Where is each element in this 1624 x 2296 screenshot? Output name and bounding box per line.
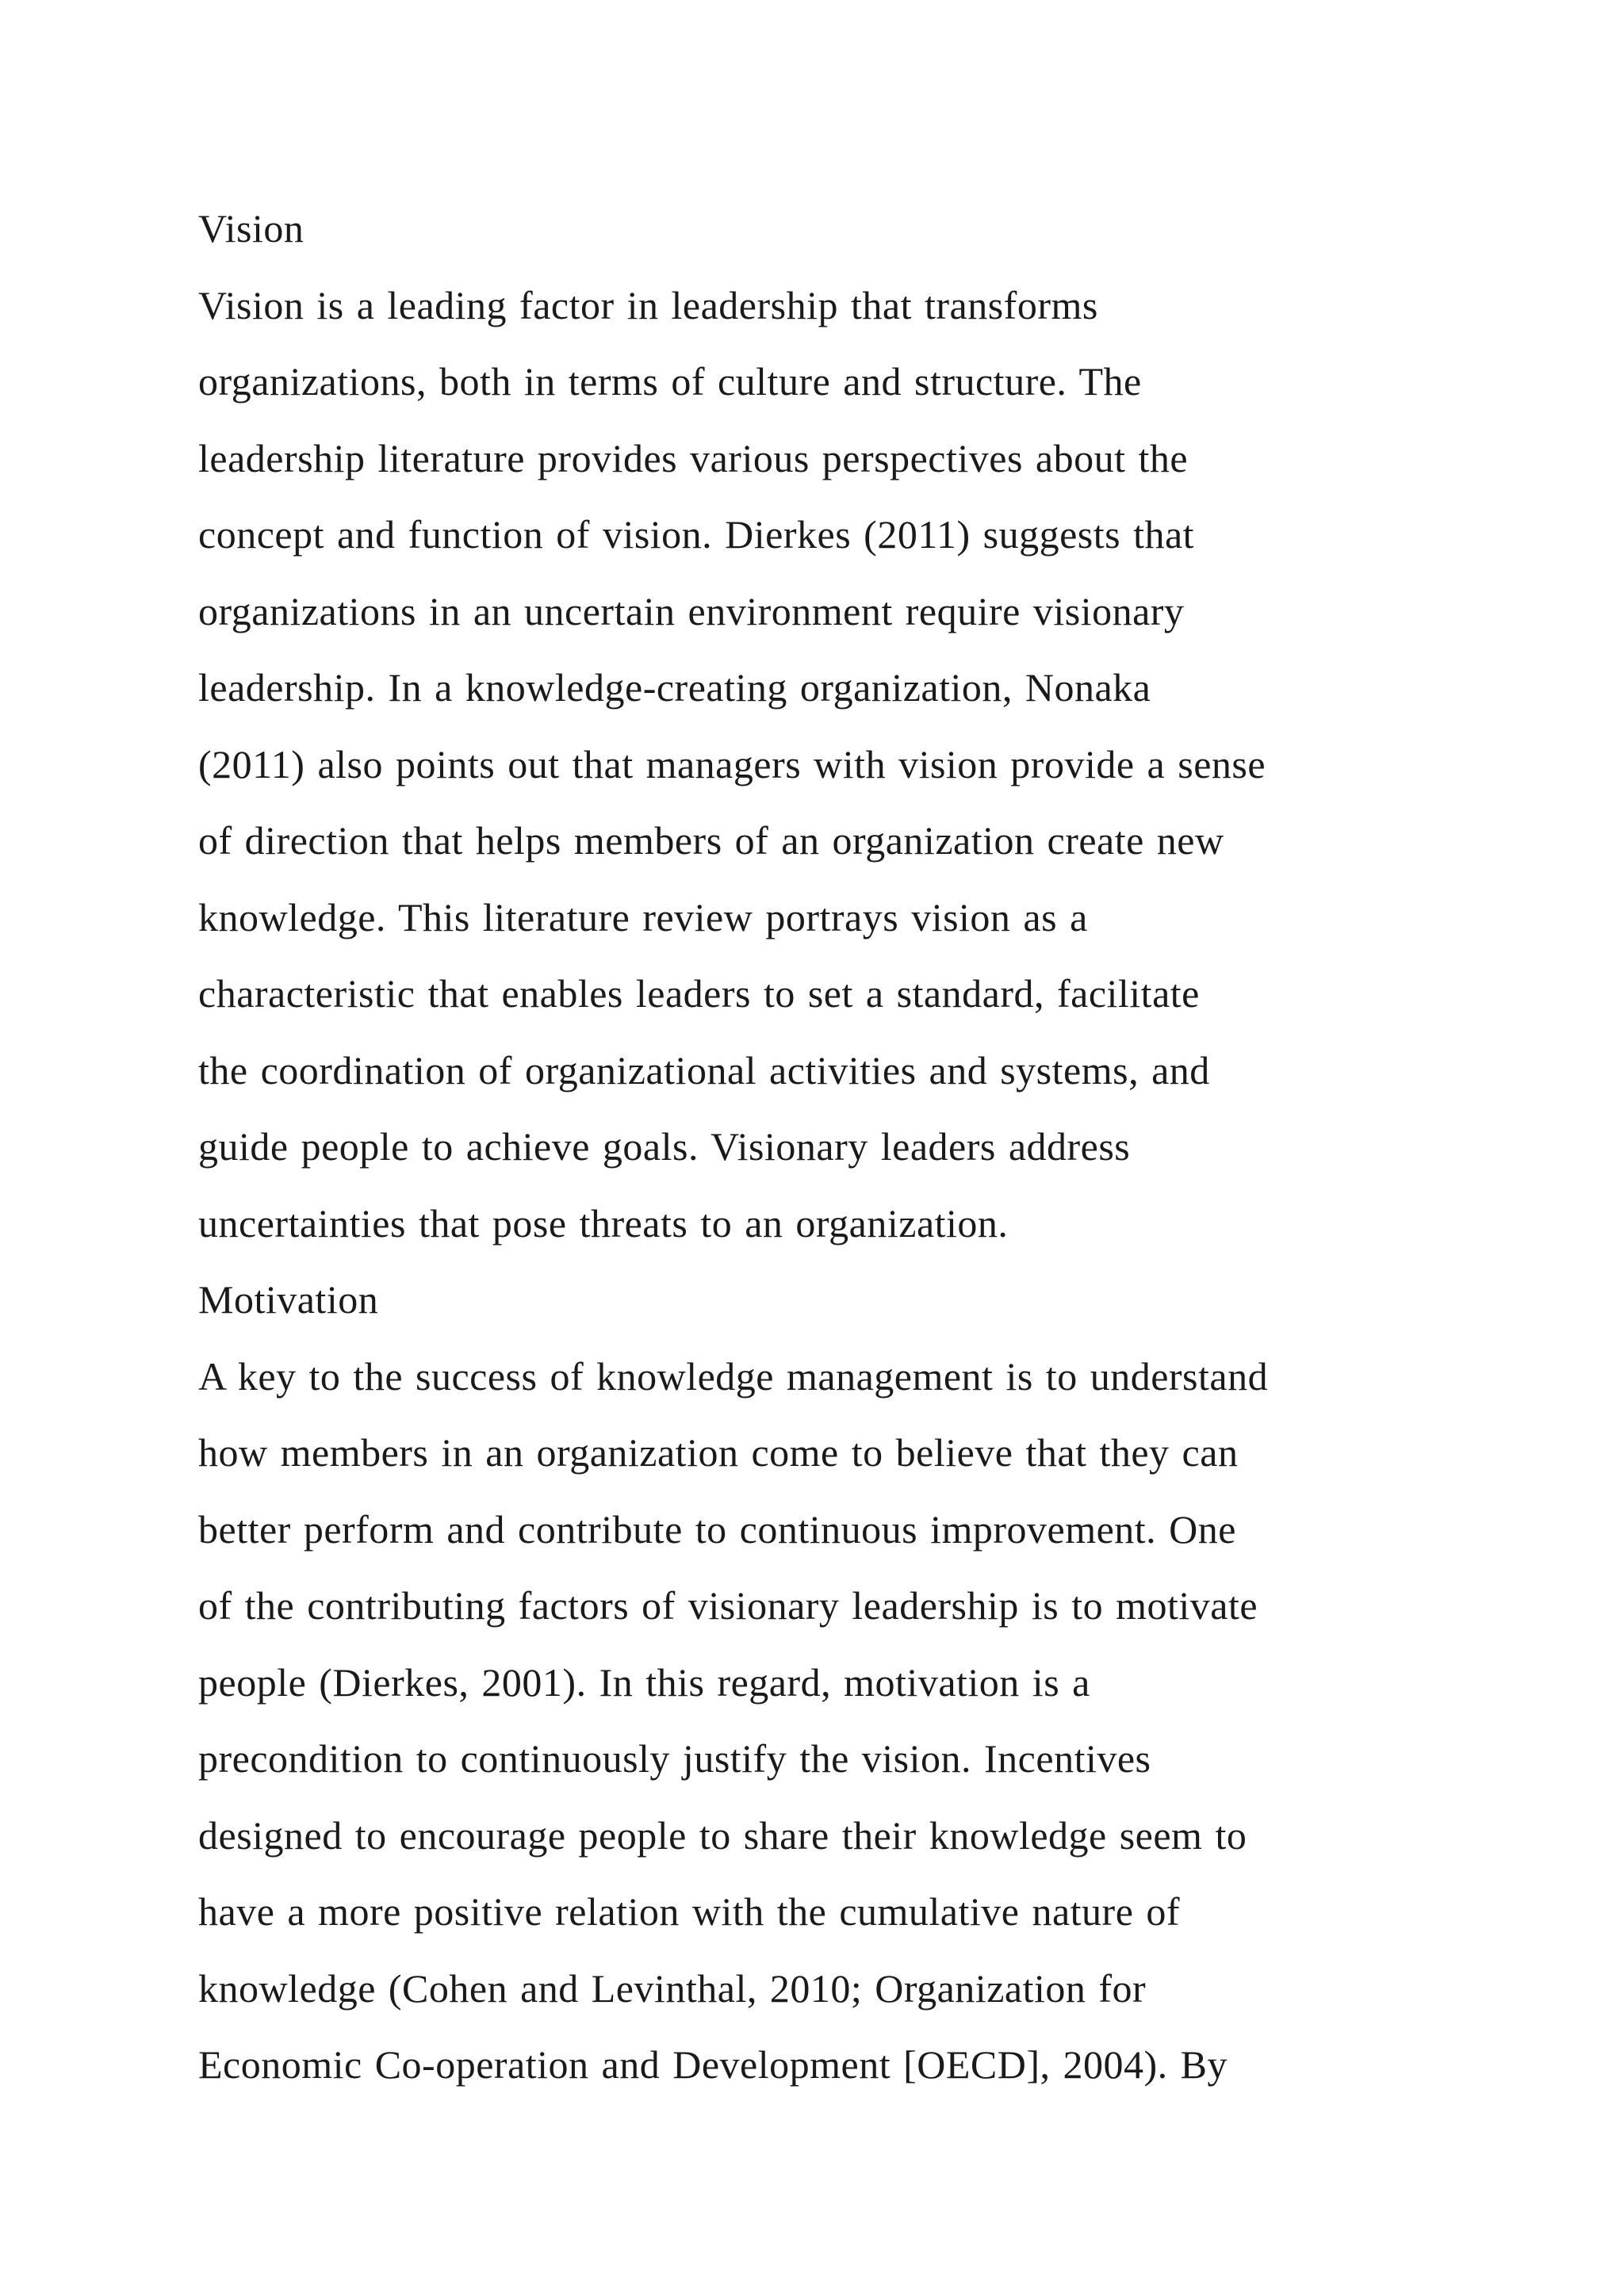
text-line: organizations in an uncertain environment require visionary (198, 588, 1185, 633)
text-line: guide people to achieve goals. Visionary leaders address (198, 1124, 1131, 1169)
text-line: (2011) also points out that managers with vision provide a sense (198, 741, 1266, 786)
text-line: A key to the success of knowledge management is to understand (198, 1353, 1269, 1399)
text-line: organizations, both in terms of culture and structure. The (198, 359, 1142, 404)
paragraph-motivation (198, 1338, 1467, 2103)
text-line: precondition to continuously justify the vision. Incentives (198, 1736, 1151, 1781)
text-line: uncertainties that pose threats to an organization. (198, 1200, 1009, 1246)
document-page (198, 190, 1467, 2103)
text-line: have a more positive relation with the cumulative nature of (198, 1889, 1181, 1934)
paragraph-vision (198, 267, 1467, 1262)
text-line: Vision is a leading factor in leadership that transforms (198, 282, 1098, 327)
text-line: knowledge (Cohen and Levinthal, 2010; Organization for (198, 1965, 1147, 2011)
text-line: people (Dierkes, 2001). In this regard, motivation is a (198, 1659, 1090, 1705)
text-line: better perform and contribute to continuous improvement. One (198, 1506, 1236, 1552)
text-line: Economic Co-operation and Development [OECD], 2004). By (198, 2042, 1228, 2087)
text-line: of the contributing factors of visionary leadership is to motivate (198, 1583, 1258, 1628)
text-line: leadership literature provides various perspectives about the (198, 435, 1189, 480)
text-line: designed to encourage people to share their knowledge seem to (198, 1812, 1247, 1858)
text-line: leadership. In a knowledge-creating organization, Nonaka (198, 665, 1151, 710)
section-heading-vision: Vision (198, 206, 304, 251)
text-line: knowledge. This literature review portrays vision as a (198, 894, 1088, 939)
text-line: how members in an organization come to believe that they can (198, 1430, 1239, 1475)
text-line: of direction that helps members of an organization create new (198, 818, 1224, 863)
text-line: concept and function of vision. Dierkes (2011) suggests that (198, 512, 1195, 557)
text-line: the coordination of organizational activities and systems, and (198, 1047, 1210, 1093)
text-line: characteristic that enables leaders to set a standard, facilitate (198, 971, 1200, 1016)
section-heading-motivation: Motivation (198, 1277, 379, 1322)
